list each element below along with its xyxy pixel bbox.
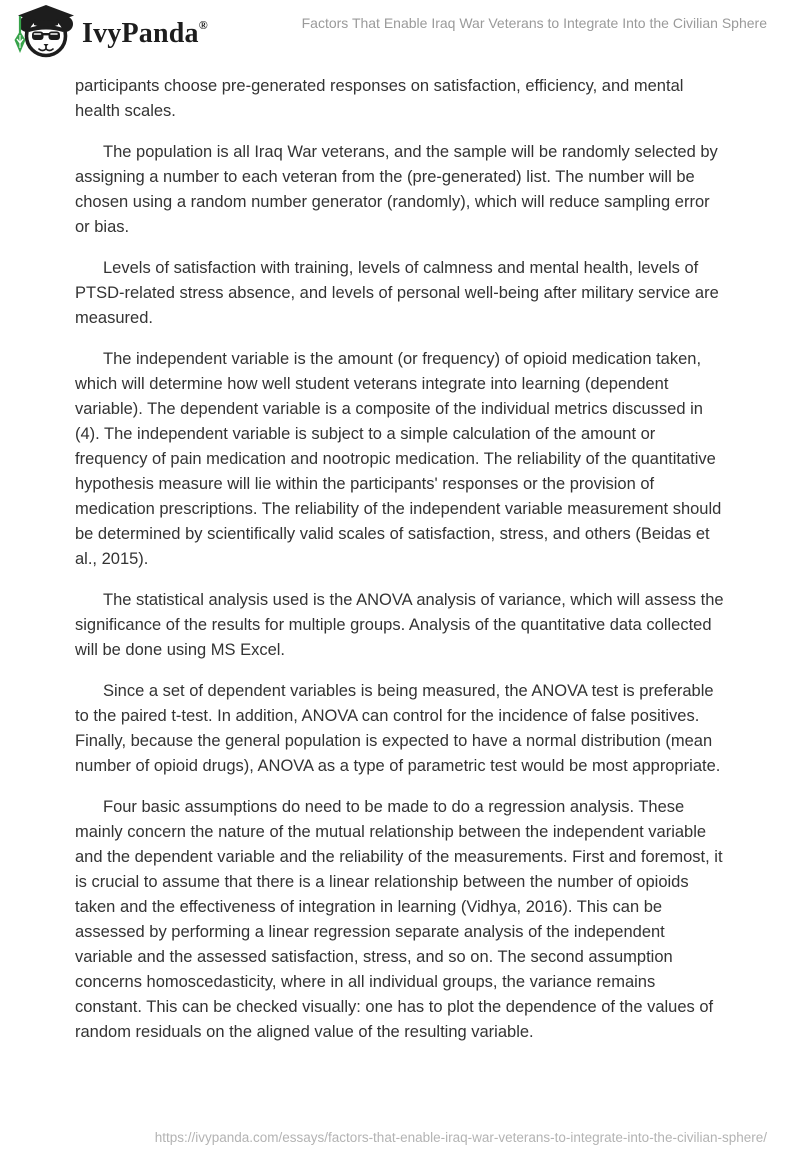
- logo-wordmark: [82, 14, 208, 48]
- logo-wordmark-text: IvyPanda: [82, 18, 199, 49]
- paragraph: The independent variable is the amount (or frequency) of opioid medication taken, which will determine how well student veterans integrate into learning (dependent variable). The dependent variable is a composite of the individual metrics discussed in (4). The independent variable is subject to a simple calculation of the amount or frequency of pain medication and nootropic medication. The reliability of the quantitative hypothesis measure will lie within the participants' responses or the provision of medication prescriptions. The reliability of the independent variable measurement should be determined by scientifically valid scales of satisfaction, stress, and others (Beidas et al., 2015).: [75, 350, 722, 568]
- panda-graduation-cap-icon: [13, 4, 75, 58]
- paragraph: The statistical analysis used is the ANOVA analysis of variance, which will assess the significance of the results for multiple groups. Analysis of the quantitative data collected will be done using MS Excel.: [75, 591, 724, 659]
- paragraph: Levels of satisfaction with training, levels of calmness and mental health, levels of PTSD-related stress absence, and levels of personal well-being after military service are measured.: [75, 259, 719, 327]
- registered-trademark-symbol: ®: [198, 18, 208, 32]
- source-url-link[interactable]: https://ivypanda.com/essays/factors-that-enable-iraq-war-veterans-to-integrate-into-the-civilian-sphere/: [154, 1130, 767, 1145]
- paragraph: Since a set of dependent variables is being measured, the ANOVA test is preferable to the paired t-test. In addition, ANOVA can control for the incidence of false positives. Finally, because the general population is expected to have a normal distribution (mean number of opioid drugs), ANOVA as a type of parametric test would be most appropriate.: [75, 682, 721, 775]
- page-header: [0, 0, 800, 62]
- paragraph: Four basic assumptions do need to be made to do a regression analysis. These mainly concern the nature of the mutual relationship between the independent variable and the dependent variable and the reliability of the measurements. First and foremost, it is crucial to assume that there is a linear relationship between the number of opioids taken and the effectiveness of integration in learning (Vidhya, 2016). This can be assessed by performing a linear regression separate analysis of the independent variable and the assessed satisfaction, stress, and so on. The second assumption concerns homoscedasticity, where in all individual groups, the variance remains constant. This can be checked visually: one has to plot the dependence of the values of random residuals on the aligned value of the resulting variable.: [75, 798, 723, 1041]
- document-header-title: Factors That Enable Iraq War Veterans to Integrate Into the Civilian Sphere: [301, 15, 767, 31]
- paragraph: participants choose pre-generated responses on satisfaction, efficiency, and mental health scales.: [75, 77, 684, 120]
- paragraph: The population is all Iraq War veterans, and the sample will be randomly selected by assigning a number to each veteran from the (pre-generated) list. The number will be chosen using a random number generator (randomly), which will reduce sampling error or bias.: [75, 143, 718, 236]
- document-body: [75, 74, 726, 1061]
- ivypanda-logo: [13, 4, 208, 58]
